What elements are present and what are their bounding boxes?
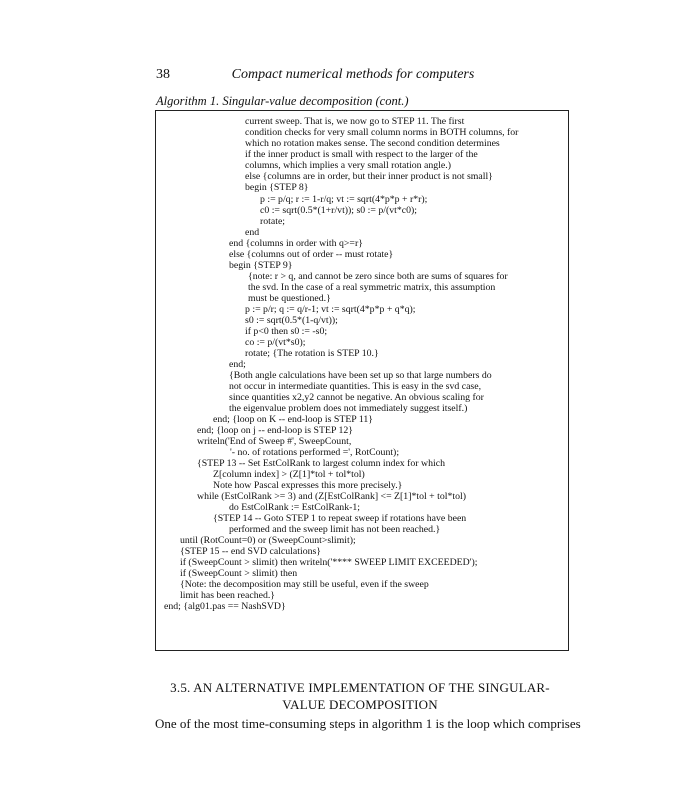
code-line: end; {loop on K -- end-loop is STEP 11} bbox=[213, 414, 373, 425]
code-line: rotate; {The rotation is STEP 10.} bbox=[245, 348, 379, 359]
code-line: end bbox=[245, 227, 260, 238]
code-line: end; {loop on j -- end-loop is STEP 12} bbox=[197, 425, 353, 436]
code-line: if p<0 then s0 := -s0; bbox=[245, 326, 328, 337]
section-heading bbox=[150, 679, 570, 713]
code-line: rotate; bbox=[260, 216, 286, 227]
code-line: else {columns out of order -- must rotate} bbox=[229, 249, 394, 260]
running-head: Compact numerical methods for computers bbox=[231, 67, 475, 82]
code-line: since quantities x2,y2 cannot be negative. An obvious scaling for bbox=[229, 392, 484, 403]
code-line: current sweep. That is, we now go to STEP 11. The first bbox=[245, 116, 465, 127]
code-line: {Both angle calculations have been set up so that large numbers do bbox=[229, 370, 492, 381]
algorithm-caption: Algorithm 1. Singular-value decomposition (cont.) bbox=[156, 94, 409, 108]
code-line: columns, which implies a very small rotation angle.) bbox=[245, 160, 451, 171]
code-line: begin {STEP 9} bbox=[229, 260, 293, 271]
code-line: until (RotCount=0) or (SweepCount>slimit); bbox=[180, 535, 356, 546]
code-line: {Note: the decomposition may still be useful, even if the sweep bbox=[180, 579, 429, 590]
code-line: if the inner product is small with respect to the larger of the bbox=[245, 149, 478, 160]
code-line: co := p/(vt*s0); bbox=[245, 337, 306, 348]
code-line: if (SweepCount > slimit) then writeln('**** SWEEP LIMIT EXCEEDED'); bbox=[180, 557, 478, 568]
code-line: p := p/r; q := q/r-1; vt := sqrt(4*p*p + q*q); bbox=[245, 304, 416, 315]
code-line: Z[column index] > (Z[1]*tol + tol*tol) bbox=[213, 469, 365, 480]
code-line: begin {STEP 8} bbox=[245, 182, 309, 193]
code-line: if (SweepCount > slimit) then bbox=[180, 568, 298, 579]
body-paragraph: One of the most time-consuming steps in algorithm 1 is the loop which comprises bbox=[155, 716, 581, 731]
code-line: which no rotation makes sense. The second condition determines bbox=[245, 138, 500, 149]
code-line: {STEP 14 -- Goto STEP 1 to repeat sweep if rotations have been bbox=[213, 513, 467, 524]
code-line: must be questioned.} bbox=[248, 293, 331, 304]
code-line: end; {alg01.pas == NashSVD} bbox=[164, 601, 286, 612]
page-number: 38 bbox=[156, 67, 170, 82]
code-line: writeln('End of Sweep #', SweepCount, bbox=[197, 436, 352, 447]
code-line: the eigenvalue problem does not immediately suggest itself.) bbox=[229, 403, 468, 414]
code-line: end {columns in order with q>=r} bbox=[229, 238, 363, 249]
code-line: {STEP 15 -- end SVD calculations} bbox=[180, 546, 322, 557]
code-line: s0 := sqrt(0.5*(1-q/vt)); bbox=[245, 315, 338, 326]
section-heading-line-2: VALUE DECOMPOSITION bbox=[282, 697, 438, 712]
code-line: Note how Pascal expresses this more precisely.} bbox=[213, 480, 403, 491]
code-line: {STEP 13 -- Set EstColRank to largest column index for which bbox=[197, 458, 445, 469]
code-listing-box bbox=[155, 110, 569, 651]
code-line: condition checks for very small column norms in BOTH columns, for bbox=[245, 127, 519, 138]
code-line: the svd. In the case of a real symmetric matrix, this assumption bbox=[248, 282, 496, 293]
code-line: do EstColRank := EstColRank-1; bbox=[229, 502, 360, 513]
code-line: performed and the sweep limit has not been reached.} bbox=[229, 524, 441, 535]
code-line: {note: r > q, and cannot be zero since both are sums of squares for bbox=[248, 271, 508, 282]
code-line: p := p/q; r := 1-r/q; vt := sqrt(4*p*p + r*r); bbox=[260, 194, 428, 205]
code-line: end; bbox=[229, 359, 246, 370]
code-line: '- no. of rotations performed =', RotCount); bbox=[230, 447, 400, 458]
code-line: not occur in intermediate quantities. This is easy in the svd case, bbox=[229, 381, 482, 392]
section-heading-line-1: 3.5. AN ALTERNATIVE IMPLEMENTATION OF THE SINGULAR- bbox=[170, 680, 550, 695]
code-line: limit has been reached.} bbox=[180, 590, 276, 601]
code-line: else {columns are in order, but their inner product is not small} bbox=[245, 171, 493, 182]
code-line: c0 := sqrt(0.5*(1+r/vt)); s0 := p/(vt*c0); bbox=[260, 205, 417, 216]
code-line: while (EstColRank >= 3) and (Z[EstColRank] <= Z[1]*tol + tol*tol) bbox=[197, 491, 466, 502]
